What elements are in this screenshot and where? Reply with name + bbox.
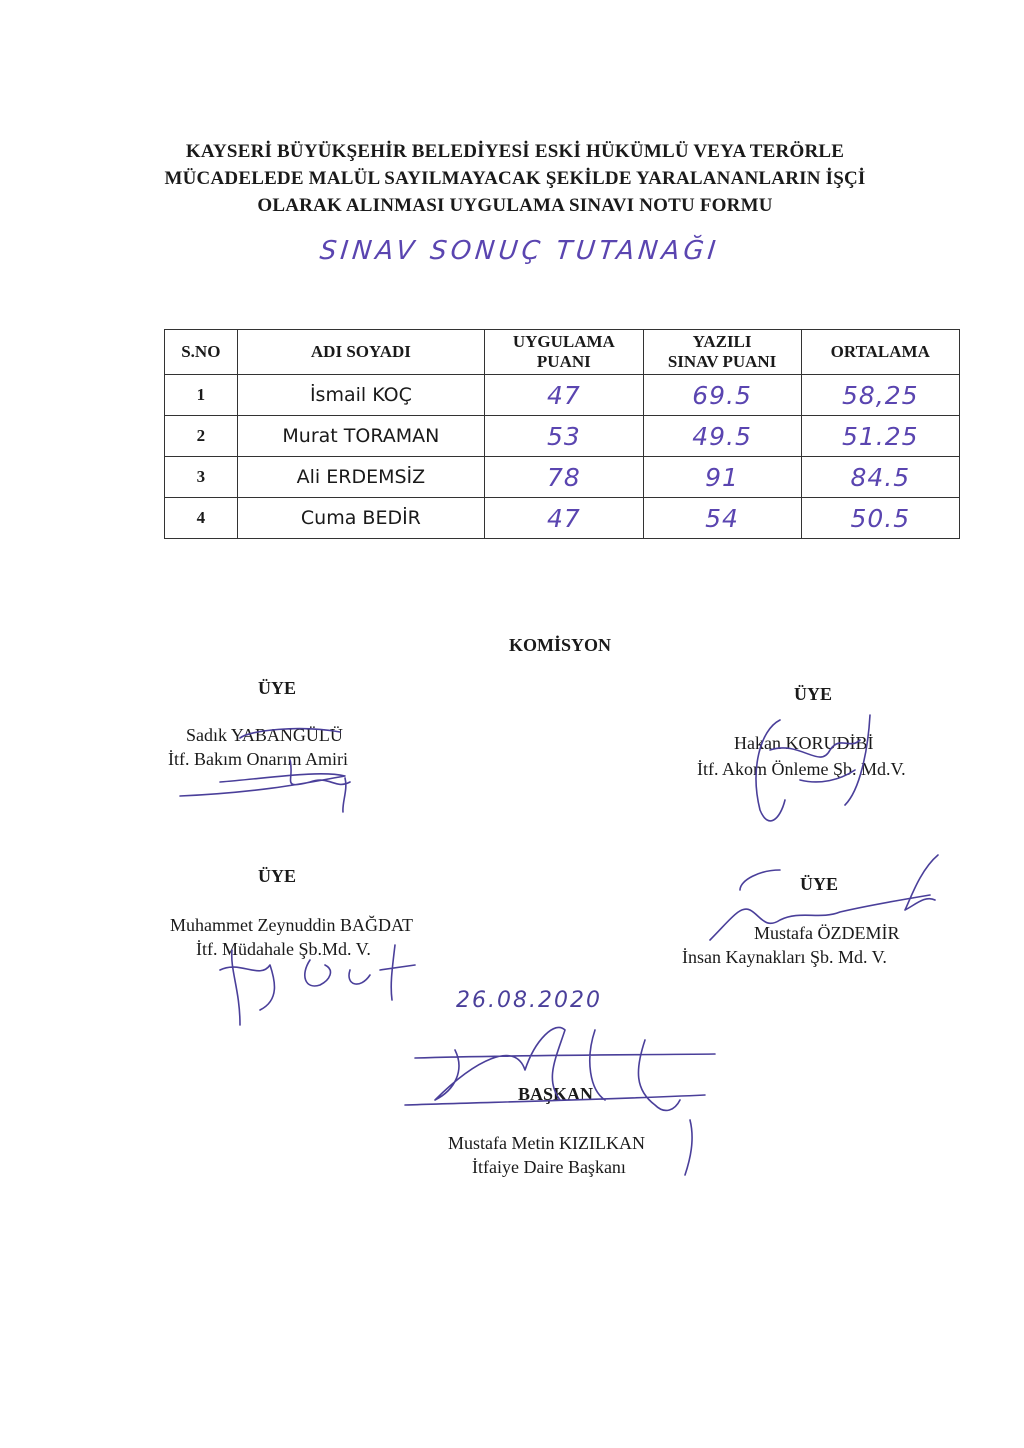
row-sno: 1	[165, 375, 238, 416]
table-row	[165, 498, 960, 539]
table-header-row	[165, 330, 960, 375]
row-name: İsmail KOÇ	[237, 375, 484, 416]
row-sno: 4	[165, 498, 238, 539]
row-practical: 53	[485, 416, 643, 457]
row-practical: 47	[485, 498, 643, 539]
commission-title: KOMİSYON	[508, 635, 611, 655]
chair-name: Mustafa Metin KIZILKAN	[448, 1133, 645, 1153]
header-name: ADI SOYADI	[237, 330, 484, 375]
member-2-position: İtf. Akom Önleme Şb. Md.V.	[697, 759, 906, 779]
header-average: ORTALAMA	[801, 330, 959, 375]
handwritten-date: 26.08.2020	[456, 988, 602, 1013]
signature-3-icon	[220, 930, 420, 1030]
member-4-position: İnsan Kaynakları Şb. Md. V.	[682, 947, 887, 967]
document-title	[120, 138, 910, 219]
member-1-name: Sadık YABANGÜLÜ	[186, 725, 343, 745]
header-practical	[485, 330, 643, 375]
signature-chair-icon	[395, 1010, 725, 1190]
row-written: 49.5	[643, 416, 801, 457]
row-sno: 2	[165, 416, 238, 457]
table-row	[165, 457, 960, 498]
row-average: 50.5	[801, 498, 959, 539]
row-average: 84.5	[801, 457, 959, 498]
title-line-2: MÜCADELEDE MALÜL SAYILMAYACAK ŞEKİLDE YARALANANLARIN İŞÇİ	[164, 168, 866, 189]
header-written	[643, 330, 801, 375]
header-sno: S.NO	[165, 330, 238, 375]
handwritten-title: SINAV SONUÇ TUTANAĞI	[318, 236, 721, 266]
signature-4-icon	[700, 850, 950, 950]
row-name: Cuma BEDİR	[237, 498, 484, 539]
score-table	[164, 329, 960, 539]
member-1-role: ÜYE	[258, 678, 297, 698]
chair-position: İtfaiye Daire Başkanı	[472, 1157, 626, 1177]
member-2-name: Hakan KORUDİBİ	[734, 733, 874, 753]
header-practical-line2: PUANI	[536, 352, 591, 371]
table-row	[165, 416, 960, 457]
member-1-position: İtf. Bakım Onarım Amiri	[168, 749, 348, 769]
member-3-position: İtf. Müdahale Şb.Md. V.	[196, 939, 371, 959]
row-written: 91	[643, 457, 801, 498]
row-practical: 78	[485, 457, 643, 498]
header-practical-line1: UYGULAMA	[512, 332, 615, 351]
row-name: Murat TORAMAN	[237, 416, 484, 457]
row-average: 51.25	[801, 416, 959, 457]
member-3-role: ÜYE	[258, 866, 297, 886]
member-4-role: ÜYE	[800, 874, 839, 894]
row-written: 69.5	[643, 375, 801, 416]
row-written: 54	[643, 498, 801, 539]
row-average: 58,25	[801, 375, 959, 416]
member-4-name: Mustafa ÖZDEMİR	[754, 923, 900, 943]
signature-2-icon	[740, 710, 890, 840]
header-written-line1: YAZILI	[692, 332, 752, 351]
title-line-1: KAYSERİ BÜYÜKŞEHİR BELEDİYESİ ESKİ HÜKÜMLÜ VEYA TERÖRLE	[185, 141, 845, 162]
row-practical: 47	[485, 375, 643, 416]
row-sno: 3	[165, 457, 238, 498]
chair-role: BAŞKAN	[518, 1084, 594, 1104]
member-3-name: Muhammet Zeynuddin BAĞDAT	[170, 915, 413, 935]
header-written-line2: SINAV PUANI	[667, 352, 777, 371]
signature-1-icon	[180, 720, 370, 820]
member-2-role: ÜYE	[794, 684, 833, 704]
row-name: Ali ERDEMSİZ	[237, 457, 484, 498]
title-line-3: OLARAK ALINMASI UYGULAMA SINAVI NOTU FORMU	[257, 195, 773, 216]
table-row	[165, 375, 960, 416]
